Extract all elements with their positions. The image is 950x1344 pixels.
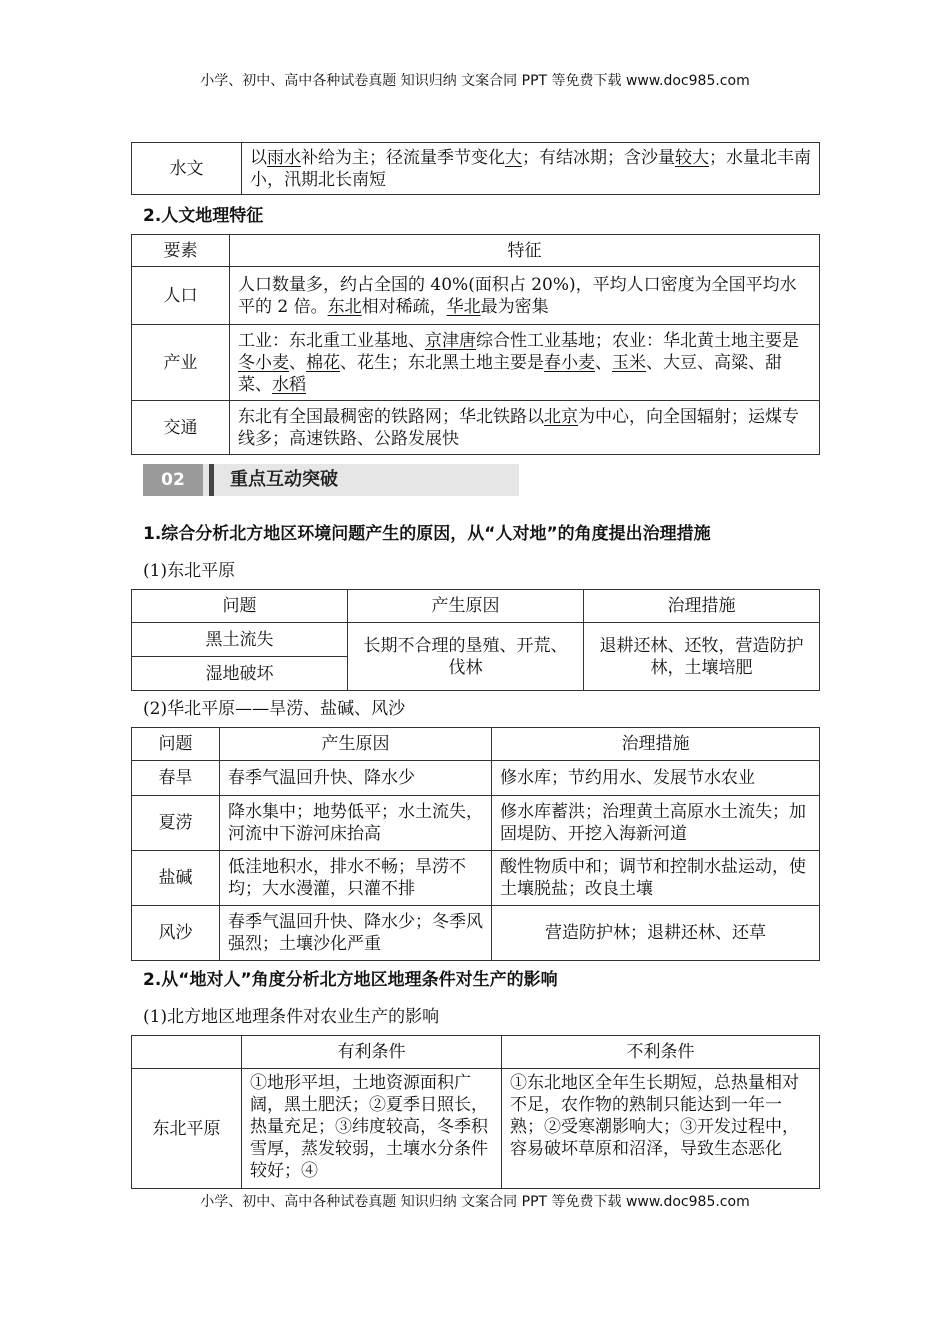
hydrology-table — [131, 142, 820, 195]
nc-row-problem: 风沙 — [132, 906, 220, 961]
agri-unfavorable: ①东北地区全年生长期短，总热量相对不足，农作物的熟制只能达到一年一熟；②受寒潮影响大；③开发过程中，容易破坏草原和沼泽，导致生态恶化 — [502, 1069, 820, 1189]
nc-head-cause: 产生原因 — [220, 728, 492, 761]
nc-row-cause: 春季气温回升快、降水少；冬季风强烈；土壤沙化严重 — [220, 906, 492, 961]
nc-row-problem: 春旱 — [132, 761, 220, 796]
nc-row-measure: 修水库蓄洪；治理黄土高原水土流失；加固堤防、开挖入海新河道 — [492, 796, 820, 851]
hydrology-label: 水文 — [132, 143, 242, 195]
nc-row-cause: 春季气温回升快、降水少 — [220, 761, 492, 796]
col-head-feature: 特征 — [230, 235, 820, 267]
page-header: 小学、初中、高中各种试卷真题 知识归纳 文案合同 PPT 等免费下载 www.doc985.com — [200, 73, 750, 89]
agri-row-label: 东北平原 — [132, 1069, 242, 1189]
ne-problem-1: 黑土流失 — [132, 623, 348, 657]
human-geo-table — [131, 234, 820, 455]
nc-plain-subtitle: (2)华北平原——旱涝、盐碱、风沙 — [143, 699, 406, 719]
agri-impact-table — [131, 1035, 820, 1189]
col-head-element: 要素 — [132, 235, 230, 267]
hydrology-text: 以雨水补给为主；径流量季节变化大；有结冰期；含沙量较大；水量北丰南小，汛期北长南短 — [242, 143, 820, 195]
ne-head-problem: 问题 — [132, 590, 348, 623]
nc-row-problem: 夏涝 — [132, 796, 220, 851]
row-label-transport: 交通 — [132, 401, 230, 455]
agri-head-blank — [132, 1036, 242, 1069]
nc-row-measure: 修水库；节约用水、发展节水农业 — [492, 761, 820, 796]
question-2-title: 2.从“地对人”角度分析北方地区地理条件对生产的影响 — [143, 970, 558, 990]
nc-head-problem: 问题 — [132, 728, 220, 761]
ne-problem-2: 湿地破坏 — [132, 657, 348, 691]
industry-text: 工业：东北重工业基地、京津唐综合性工业基地；农业：华北黄土地主要是冬小麦、棉花、花生；东北黑土地主要是春小麦、玉米、大豆、高粱、甜菜、水稻 — [230, 325, 820, 401]
nc-row-measure: 营造防护林；退耕还林、还草 — [492, 906, 820, 961]
ne-plain-subtitle: (1)东北平原 — [143, 561, 236, 581]
agri-favorable: ①地形平坦，土地资源面积广阔，黑土肥沃；②夏季日照长，热量充足；③纬度较高，冬季积雪厚，蒸发较弱，土壤水分条件较好；④ — [242, 1069, 502, 1189]
row-label-industry: 产业 — [132, 325, 230, 401]
banner-divider — [209, 464, 214, 496]
nc-row-cause: 降水集中；地势低平；水土流失，河流中下游河床抬高 — [220, 796, 492, 851]
row-label-population: 人口 — [132, 267, 230, 325]
banner-number: 02 — [143, 464, 203, 496]
transport-text: 东北有全国最稠密的铁路网；华北铁路以北京为中心，向全国辐射；运煤专线多；高速铁路、公路发展快 — [230, 401, 820, 455]
nc-plain-table — [131, 727, 820, 961]
nc-head-measure: 治理措施 — [492, 728, 820, 761]
ne-head-cause: 产生原因 — [348, 590, 584, 623]
nc-row-cause: 低洼地积水，排水不畅；旱涝不均；大水漫灌，只灌不排 — [220, 851, 492, 906]
ne-measure: 退耕还林、还牧，营造防护林，土壤培肥 — [584, 623, 820, 691]
question-1-title: 1.综合分析北方地区环境问题产生的原因，从“人对地”的角度提出治理措施 — [143, 524, 711, 544]
agri-head-unfavorable: 不利条件 — [502, 1036, 820, 1069]
page-footer: 小学、初中、高中各种试卷真题 知识归纳 文案合同 PPT 等免费下载 www.doc985.com — [200, 1194, 750, 1210]
nc-row-measure: 酸性物质中和；调节和控制水盐运动，使土壤脱盐；改良土壤 — [492, 851, 820, 906]
banner-title: 重点互动突破 — [230, 469, 338, 490]
section-title-human: 2.人文地理特征 — [143, 206, 264, 226]
ne-plain-table — [131, 589, 820, 691]
agri-head-favorable: 有利条件 — [242, 1036, 502, 1069]
ne-cause: 长期不合理的垦殖、开荒、伐林 — [348, 623, 584, 691]
population-text: 人口数量多，约占全国的 40%(面积占 20%)，平均人口密度为全国平均水平的 2 倍。东北相对稀疏，华北最为密集 — [230, 267, 820, 325]
section-banner — [143, 464, 519, 496]
nc-row-problem: 盐碱 — [132, 851, 220, 906]
ne-head-measure: 治理措施 — [584, 590, 820, 623]
agri-impact-subtitle: (1)北方地区地理条件对农业生产的影响 — [143, 1007, 440, 1027]
